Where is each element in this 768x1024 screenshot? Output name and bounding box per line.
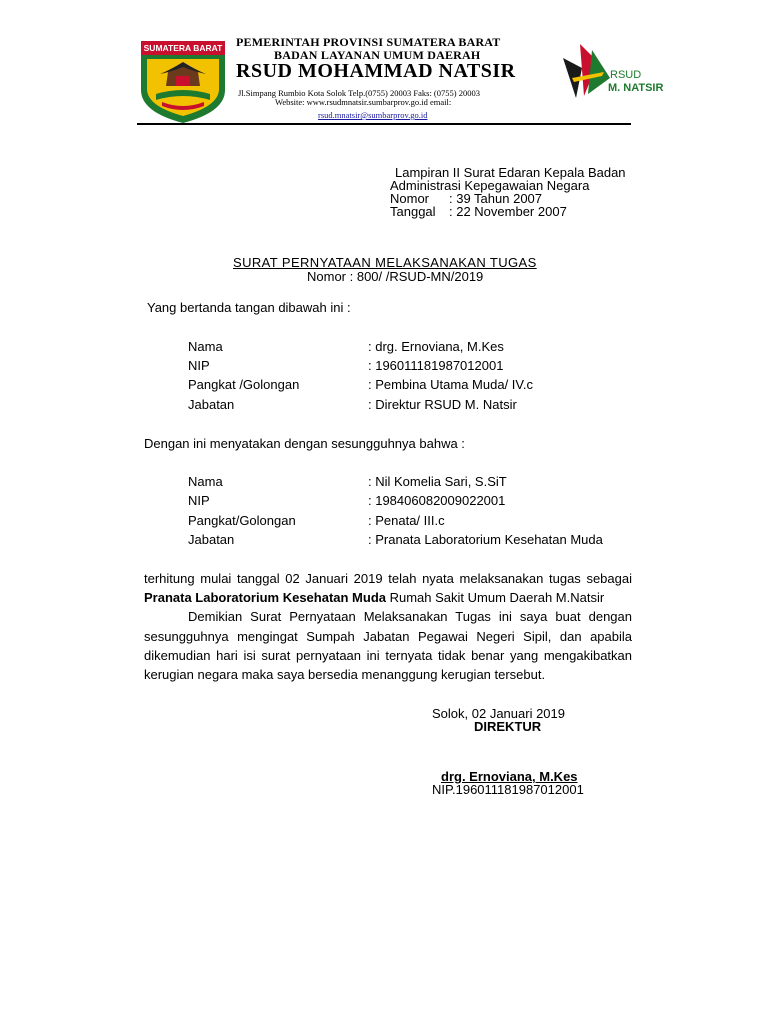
signature-place-date: Solok, 02 Januari 2019 [432,706,565,721]
employee-label-nip: NIP [188,493,210,508]
body-paragraph2-line2: sesungguhnya mengingat Sumpah Jabatan Pegawai Negeri Sipil, dan apabila [144,629,632,644]
document-title: SURAT PERNYATAAN MELAKSANAKAN TUGAS [233,255,537,270]
lampiran-line2: Administrasi Kepegawaian Negara [390,178,590,193]
hospital-logo-natsir: M. NATSIR [608,82,664,94]
body-paragraph2-line3: dikemudian hari isi surat pernyataan ini ternyata tidak benar yang mengakibatkan [144,648,632,663]
body-paragraph2-line1: Demikian Surat Pernyataan Melaksanakan Tugas ini saya buat dengan [188,609,632,624]
signer-value-nip: : 196011181987012001 [368,358,504,373]
statement-text: Dengan ini menyatakan dengan sesungguhnya bahwa : [144,436,465,451]
body-paragraph1-line1: terhitung mulai tanggal 02 Januari 2019 telah nyata melaksanakan tugas sebagai [144,571,632,586]
document-number: Nomor : 800/ /RSUD-MN/2019 [307,269,484,284]
header-hospital-name: RSUD MOHAMMAD NATSIR [236,60,516,82]
hospital-logo [558,38,668,108]
lampiran-nomor-label: Nomor [390,191,430,206]
signer-value-pangkat: : Pembina Utama Muda/ IV.c [368,377,533,392]
lampiran-tanggal-value: : 22 November 2007 [449,204,567,219]
signer-label-nip: NIP [188,358,210,373]
employee-label-pangkat: Pangkat/Golongan [188,513,296,528]
header-email-link[interactable]: rsud.mnatsir@sumbarprov.go.id [318,110,428,120]
employee-value-jabatan: : Pranata Laboratorium Kesehatan Muda [368,532,603,547]
body-paragraph1-rest: Rumah Sakit Umum Daerah M.Natsir [386,590,605,605]
employee-label-jabatan: Jabatan [188,532,235,547]
header-government: PEMERINTAH PROVINSI SUMATERA BARAT [236,35,501,49]
lampiran-nomor-value: : 39 Tahun 2007 [449,191,543,206]
signer-label-nama: Nama [188,339,223,354]
hospital-logo-rsud: RSUD [610,69,642,81]
lampiran-tanggal-label: Tanggal [390,204,436,219]
signer-label-jabatan: Jabatan [188,397,235,412]
employee-value-nip: : 198406082009022001 [368,493,506,508]
employee-label-nama: Nama [188,474,223,489]
employee-value-nama: : Nil Komelia Sari, S.SiT [368,474,507,489]
province-emblem-icon [140,40,226,124]
header-website: Website: www.rsudmnatsir.sumbarprov.go.id email: [275,97,452,107]
signature-name: drg. Ernoviana, M.Kes [441,769,578,784]
signer-value-jabatan: : Direktur RSUD M. Natsir [368,397,517,412]
header-address: Jl.Simpang Rumbio Kota Solok Telp.(0755) 20003 Faks: (0755) 20003 [238,88,480,98]
intro-text: Yang bertanda tangan dibawah ini : [147,300,351,315]
signer-label-pangkat: Pangkat /Golongan [188,377,300,392]
province-logo [140,40,226,124]
signature-nip: NIP.196011181987012001 [432,782,584,797]
body-position-bold: Pranata Laboratorium Kesehatan Muda [144,590,386,605]
signer-value-nama: : drg. Ernoviana, M.Kes [368,339,504,354]
signature-position: DIREKTUR [474,719,542,734]
province-logo-text: SUMATERA BARAT [143,43,223,53]
lampiran-line1: Lampiran II Surat Edaran Kepala Badan [395,165,626,180]
hospital-emblem-icon [558,38,668,108]
body-paragraph2-line4: kerugian negara maka saya bersedia menanggung kerugian tersebut. [144,667,546,682]
body-paragraph1-line2 [144,590,604,605]
employee-value-pangkat: : Penata/ III.c [368,513,445,528]
header-agency: BADAN LAYANAN UMUM DAERAH [274,48,481,62]
header-divider [137,123,631,125]
